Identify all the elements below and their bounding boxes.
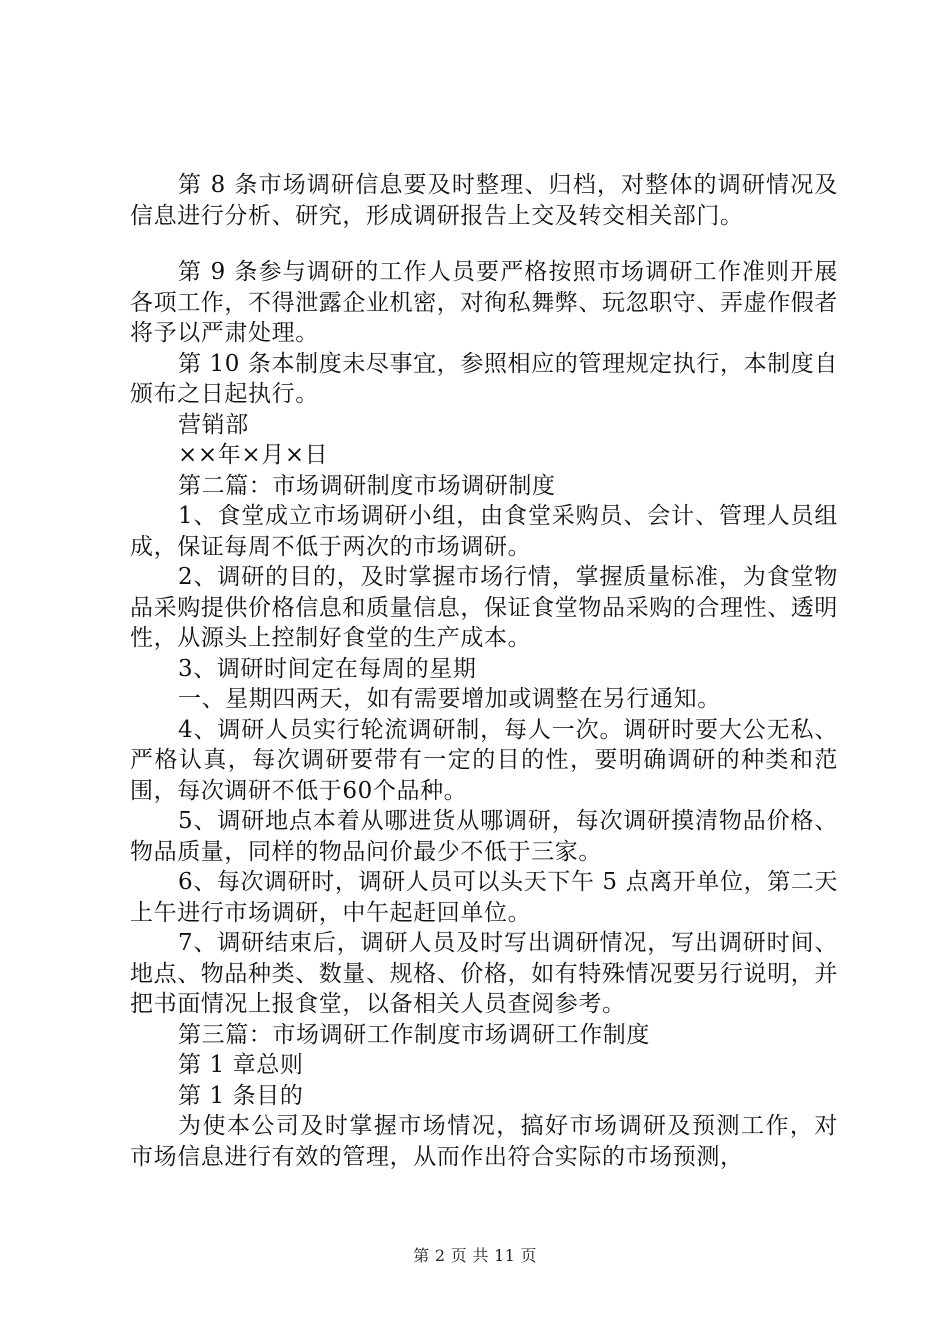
document-body [130,170,838,1172]
paragraph-item-5: 5、调研地点本着从哪进货从哪调研，每次调研摸清物品价格、物品质量，同样的物品问价最少不低于三家。 [130,808,838,865]
chapter-heading: 第 1 章总则 [178,1052,304,1078]
paragraph-item-3: 3、调研时间定在每周的星期 [178,655,477,682]
paragraph-gap [130,231,838,257]
paragraph-item-6: 6、每次调研时，调研人员可以头天下午 5 点离开单位，第二天上午进行市场调研，中午起赶回单位。 [130,869,838,926]
section-title-part-two: 第二篇：市场调研制度市场调研制度 [178,472,556,499]
page-number-footer: 第 2 页 共 11 页 [413,1246,537,1265]
paragraph-item-4: 4、调研人员实行轮流调研制，每人一次。调研时要大公无私、严格认真，每次调研要带有一定的目的性，要明确调研的种类和范围，每次调研不低于60个品种。 [130,716,838,804]
paragraph-article-8: 第 8 条市场调研信息要及时整理、归档，对整体的调研情况及信息进行分析、研究，形成调研报告上交及转交相关部门。 [130,172,838,229]
article-heading: 第 1 条目的 [178,1082,304,1109]
paragraph-article-10: 第 10 条本制度未尽事宜，参照相应的管理规定执行，本制度自颁布之日起执行。 [130,350,838,407]
paragraph-department: 营销部 [178,411,249,438]
paragraph-article-9: 第 9 条参与调研的工作人员要严格按照市场调研工作准则开展各项工作，不得泄露企业机密，对徇私舞弊、玩忽职守、弄虚作假者将予以严肃处理。 [130,259,838,346]
section-title-part-three: 第三篇：市场调研工作制度市场调研工作制度 [178,1021,650,1048]
paragraph-item-7: 7、调研结束后，调研人员及时写出调研情况，写出调研时间、地点、物品种类、数量、规格、价格，如有特殊情况要另行说明，并把书面情况上报食堂，以备相关人员查阅参考。 [130,930,838,1017]
paragraph-purpose: 为使本公司及时掌握市场情况，搞好市场调研及预测工作，对市场信息进行有效的管理，从而作出符合实际的市场预测， [130,1113,838,1170]
paragraph-date: ××年×月×日 [178,442,329,468]
paragraph-item-2: 2、调研的目的，及时掌握市场行情，掌握质量标准，为食堂物品采购提供价格信息和质量信息，保证食堂物品采购的合理性、透明性，从源头上控制好食堂的生产成本。 [130,564,838,651]
paragraph-item-3-continued: 一、星期四两天，如有需要增加或调整在另行通知。 [178,686,721,712]
paragraph-item-1: 1、食堂成立市场调研小组，由食堂采购员、会计、管理人员组成，保证每周不低于两次的市场调研。 [130,503,838,560]
